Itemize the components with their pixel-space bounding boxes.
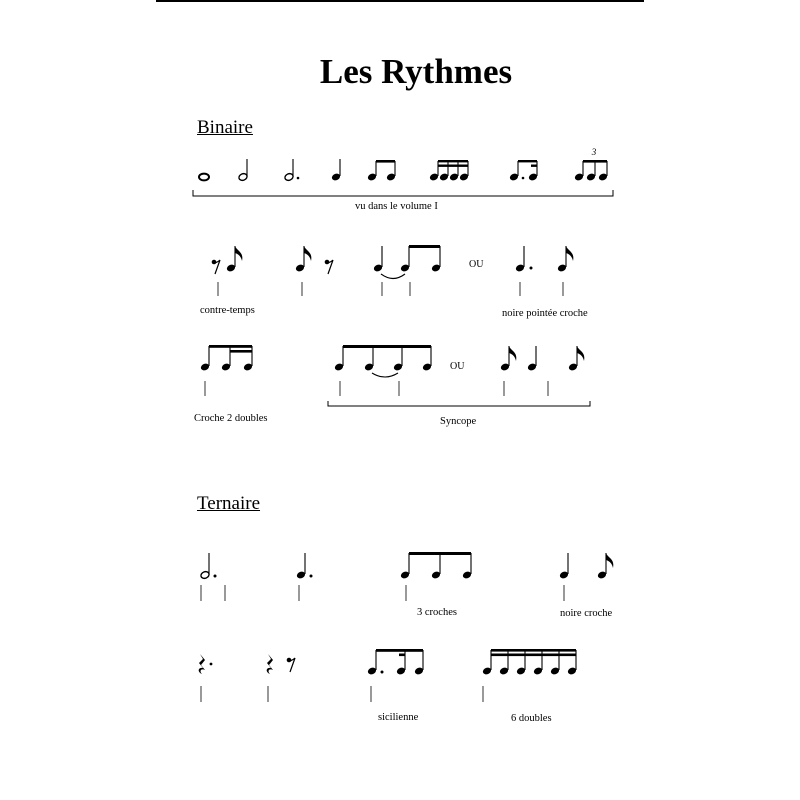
triplet-number: 3 (591, 147, 597, 157)
binaire-row1-notes (199, 147, 608, 182)
ternaire-row2-notes (199, 649, 577, 676)
ternaire-row1-ticks (201, 585, 564, 601)
label-6-doubles: 6 doubles (511, 713, 552, 724)
section-heading-ternaire: Ternaire (197, 493, 261, 514)
binaire-row2-notes (212, 245, 574, 279)
bracket-row1 (193, 190, 613, 196)
section-heading-binaire: Binaire (197, 117, 253, 138)
label-croche-2-doubles: Croche 2 doubles (194, 413, 268, 424)
label-ou-1: OU (469, 259, 484, 270)
label-noire-croche: noire croche (560, 608, 613, 619)
bracket-syncope (328, 401, 590, 406)
label-noire-pointee-croche: noire pointée croche (502, 308, 588, 319)
label-contre-temps: contre-temps (200, 305, 255, 316)
page-title: Les Rythmes (319, 52, 513, 91)
binaire-row3-notes (200, 345, 584, 377)
binaire-row3-ticks (205, 381, 548, 396)
label-sicilienne: sicilienne (378, 712, 419, 723)
label-syncope: Syncope (440, 416, 477, 427)
label-3-croches: 3 croches (417, 607, 457, 618)
caption-vu-dans-le-volume: vu dans le volume I (355, 201, 438, 212)
ternaire-row2-ticks (201, 686, 483, 702)
binaire-row2-ticks (218, 282, 563, 296)
label-ou-2: OU (450, 361, 465, 372)
ternaire-row1-notes (200, 552, 613, 580)
